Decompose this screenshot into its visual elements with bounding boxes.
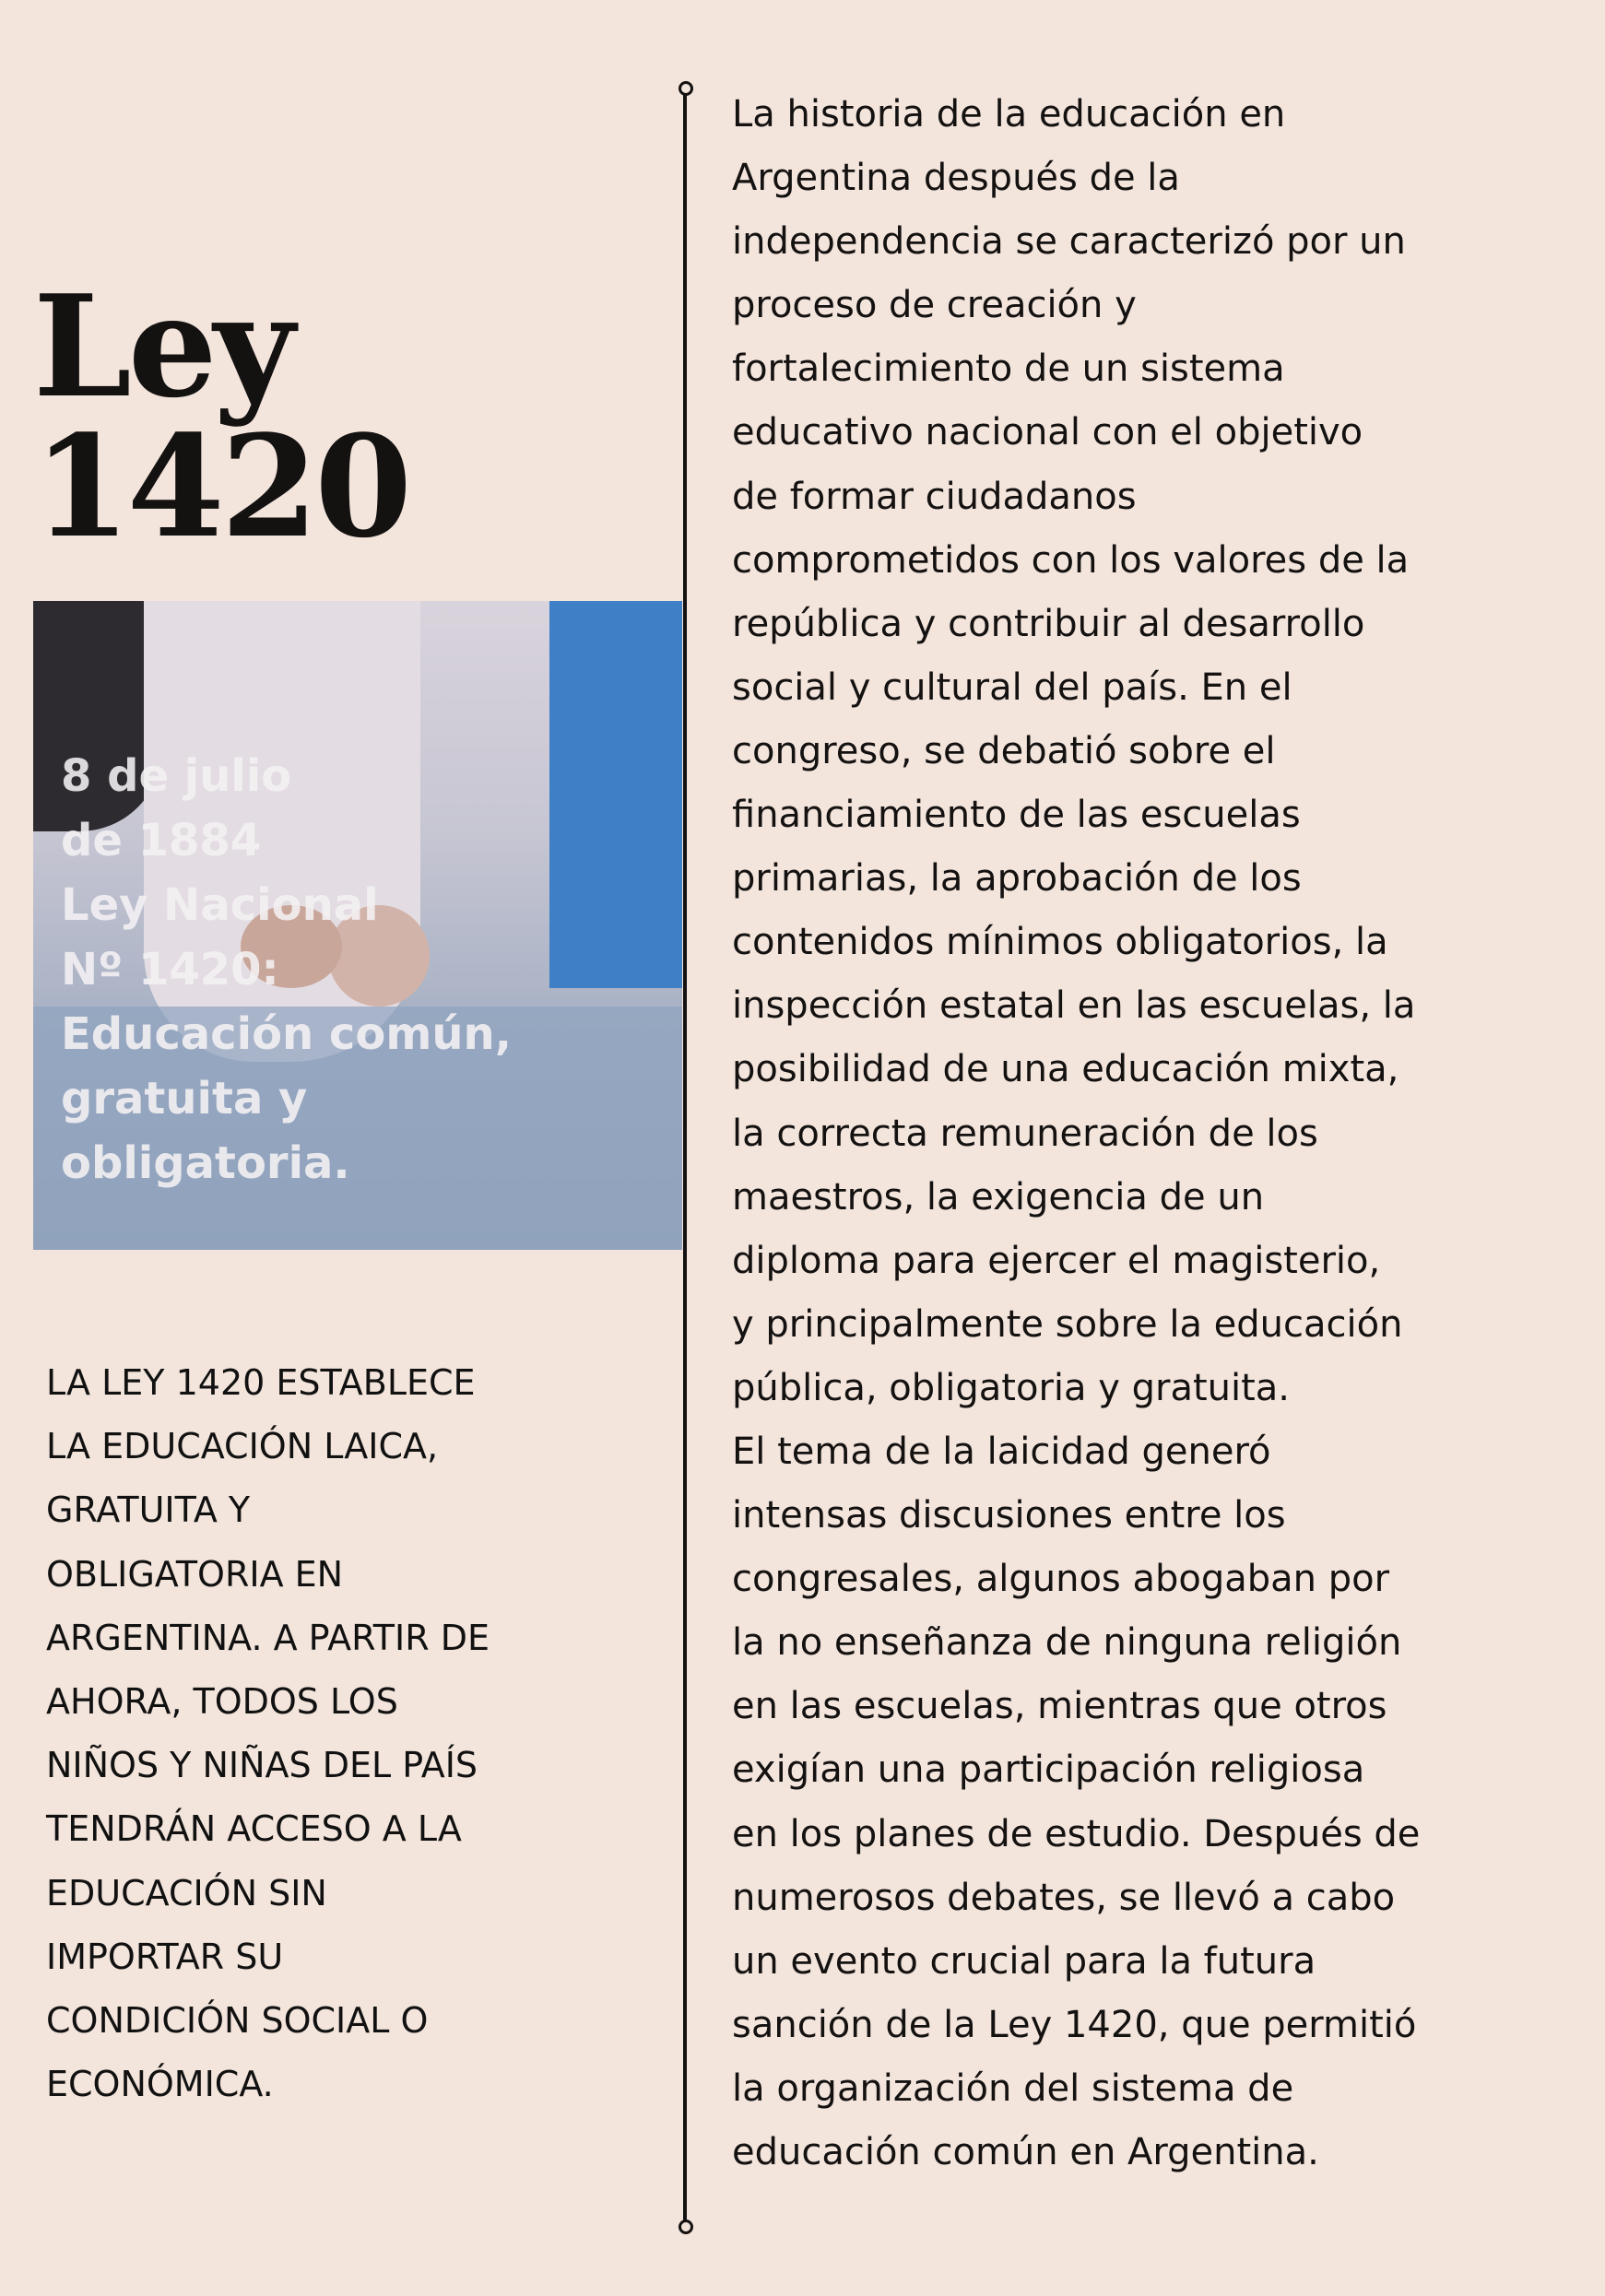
history-line: posibilidad de una educación mixta, [732, 1048, 1399, 1091]
history-line: diploma para ejercer el magisterio, [732, 1239, 1381, 1282]
summary-line: LA EDUCACIÓN LAICA, [46, 1426, 439, 1467]
history-line: proceso de creación y [732, 284, 1137, 327]
history-line: congresales, algunos abogaban por [732, 1558, 1390, 1601]
history-line: maestros, la exigencia de un [732, 1175, 1265, 1219]
history-line: independencia se caracterizó por un [732, 220, 1406, 264]
history-line: en las escuelas, mientras que otros [732, 1685, 1387, 1728]
history-line: pública, obligatoria y gratuita. [732, 1366, 1291, 1409]
history-line: financiamiento de las escuelas [732, 794, 1301, 837]
history-line: de formar ciudadanos [732, 475, 1137, 518]
history-line: y principalmente sobre la educación [732, 1302, 1403, 1346]
summary-line: ARGENTINA. A PARTIR DE [46, 1617, 490, 1658]
timeline-end-dot [679, 2219, 693, 2234]
history-line: contenidos mínimos obligatorios, la [732, 921, 1388, 964]
page-title: Ley 1420 [33, 264, 409, 569]
summary-line: GRATUITA Y [46, 1489, 251, 1531]
history-line: sanción de la Ley 1420, que permitió [732, 2003, 1417, 2046]
history-line: educativo nacional con el objetivo [732, 411, 1363, 454]
summary-line: OBLIGATORIA EN [46, 1553, 344, 1595]
timeline-start-dot [679, 81, 693, 96]
history-line: la no enseñanza de ninguna religión [732, 1621, 1402, 1665]
history-line: república y contribuir al desarrollo [732, 602, 1365, 645]
summary-line: TENDRÁN ACCESO A LA [46, 1808, 462, 1850]
history-line: intensas discusiones entre los [732, 1494, 1286, 1537]
history-line: la organización del sistema de [732, 2066, 1294, 2110]
history-line: El tema de la laicidad generó [732, 1430, 1271, 1473]
history-line: inspección estatal en las escuelas, la [732, 984, 1416, 1028]
history-line: comprometidos con los valores de la [732, 538, 1410, 582]
history-line: congreso, se debatió sobre el [732, 729, 1276, 772]
summary-line: IMPORTAR SU [46, 1936, 284, 1977]
photo-caption: 8 de julio de 1884 Ley Nacional Nº 1420: Educación común, gratuita y obligatoria. [61, 750, 512, 1189]
history-line: La historia de la educación en [732, 93, 1286, 135]
timeline-line [683, 92, 687, 2223]
history-line: un evento crucial para la futura [732, 1939, 1316, 1983]
timeline-divider [679, 81, 691, 2234]
summary-line: AHORA, TODOS LOS [46, 1681, 398, 1723]
history-line: exigían una participación religiosa [732, 1748, 1365, 1792]
history-line: en los planes de estudio. Después de [732, 1812, 1421, 1855]
summary-line: CONDICIÓN SOCIAL O [46, 2000, 429, 2042]
history-line: social y cultural del país. En el [732, 665, 1292, 709]
history-line: numerosos debates, se llevó a cabo [732, 1876, 1396, 1919]
summary-text [46, 1351, 618, 2116]
history-line: Argentina después de la [732, 157, 1180, 200]
summary-line: LA LEY 1420 ESTABLECE [46, 1362, 476, 1403]
summary-line: ECONÓMICA. [46, 2064, 274, 2105]
history-line: fortalecimiento de un sistema [732, 347, 1285, 391]
law-photo [33, 601, 682, 1250]
history-line: educación común en Argentina. [732, 2131, 1319, 2173]
summary-line: EDUCACIÓN SIN [46, 1872, 327, 1913]
summary-line: NIÑOS Y NIÑAS DEL PAÍS [46, 1745, 478, 1786]
history-line: primarias, la aprobación de los [732, 857, 1302, 901]
history-text [732, 83, 1580, 2184]
history-line: la correcta remuneración de los [732, 1112, 1318, 1155]
